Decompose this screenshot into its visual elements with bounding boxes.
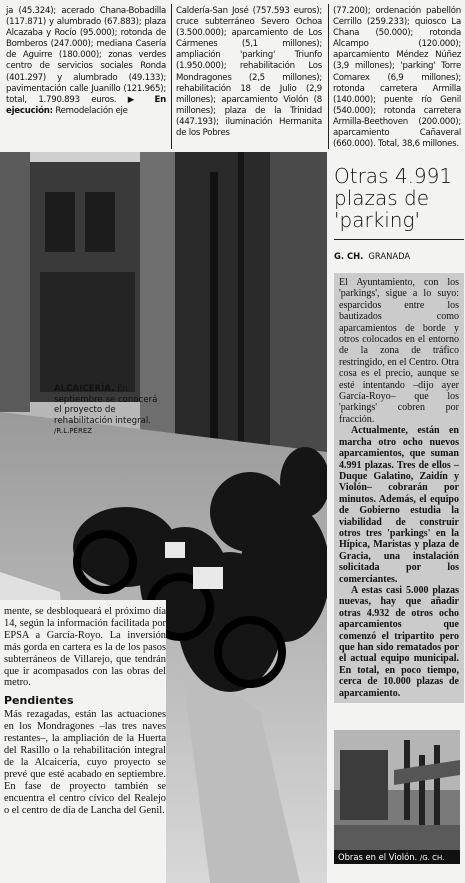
article-paragraph: mente, se desbloqueará el próximo día 14, según la información facilitada por EPSA a García-Royo. La inversión más gorda en cartera es la de los pasos subterráneos de Villarejo, que tendrán que ir acompasados con las obras del metro.	[4, 606, 166, 689]
top-column-1	[6, 6, 166, 117]
top-column-2	[176, 6, 322, 139]
article-subhead: Pendientes	[4, 694, 74, 708]
sidebar-photo-caption	[334, 850, 460, 864]
sidebar-body	[334, 273, 464, 703]
column-divider	[171, 4, 172, 149]
sidebar-photo-credit: /G. CH.	[419, 854, 445, 862]
sidebar-photo-caption-text: Obras en el Violón.	[338, 852, 418, 862]
sidebar-title: Otras 4.991 plazas de 'parking'	[334, 164, 453, 232]
sidebar-paragraph: El Ayuntamiento, con los 'parkings', sigue a lo suyo: esparcidos entre los bautizados como aparcamientos de borde y otros colocados en el entorno de la zona de tráfico restringido, en el Centro. Otra cosa es el precio, aunque se esté intentando –dijo ayer García-Royo– que los 'parkings' cobren por fracción.	[339, 277, 459, 425]
sidebar-paragraph: Actualmente, están en marcha otro ocho nuevos aparcamientos, que suman 4.991 plazas. Tres de ellos –Duque Galatino, Zaidín y Violón– cobrarán por minutos. Además, el equipo de Gobierno estudia la viabilidad de construir otros tres 'parkings' en la Hípica, Maristas y plaza de Gracia, una instalación solicitada por los comerciantes.	[339, 425, 459, 585]
photo-caption	[54, 384, 162, 437]
arrow-icon: ▶	[127, 94, 144, 105]
top-column-2-text: Caldería-San José (757.593 euros); cruce subterráneo Severo Ochoa (3.500.000); aparcamiento de Los Cármenes (5,1 millones); ampliación 'parking' Triunfo (1.950.000); rehabilitación Los Mondragones (2,5 millones); rehabilitación 18 de Julio (2,9 millones); aparcamiento Violón (8 millones); plaza de la Trinidad (447.193); iluminación Hermanita de los Pobres	[176, 6, 322, 139]
photo-credit: /R.L.PÉREZ	[54, 427, 93, 436]
byline-place: GRANADA	[368, 251, 411, 261]
top-column-3-text: (77.200); ordenación pabellón Cerrillo (259.233); quiosco La Chana (50.000); rotonda Alcampo (120.000); aparcamiento Méndez Núñez (3,9 millones); 'parking' Torre Comarex (6,9 millones); rotonda carretera Armilla (140.000); puente río Genil (540.000); rotonda carretera Armilla-Beethoven (200.000); aparcamiento Cañaveral (660.000). Total, 38,6 millones.	[333, 6, 461, 150]
top-column-1-lead: En ejecución:	[6, 94, 167, 116]
top-column-1-tail: Remodelación eje	[55, 105, 128, 116]
sidebar-byline	[334, 239, 464, 263]
top-column-1-text: ja (45.324); acerado Chana-Bobadilla (117.871) y alumbrado (67.883); plaza Alcazaba y Rocío (95.000); rotonda de Bomberos (247.000); mediana Casería de Aguirre (180.000); zonas verdes centro de servicios sociales Ronda (401.297) y alumbrado (49.133); pavimentación calle Juanillo (121.965); total, 1.790.893 euros.	[6, 6, 166, 105]
column-divider	[328, 4, 329, 149]
top-column-3	[333, 6, 461, 150]
article-paragraph: Más rezagadas, están las actuaciones en los Mondragones –las tres naves restantes–, la ampliación de la Huerta del Rasillo o la rehabilitación integral de la Alcaicería, cuyo proyecto se prevé que esté acabado en septiembre. En fase de proyecto también se encuentra el centro cívico del Realejo o el centro de día de Lancha del Genil.	[4, 709, 166, 816]
byline-author: G. CH.	[334, 251, 364, 261]
article-left-column	[0, 600, 166, 883]
sidebar-paragraph: A estas casi 5.000 plazas nuevas, hay que añadir otras 4.932 de otros ocho aparcamientos que comenzó el tripartito pero que han sido rematados por el actual equipo municipal. En total, en poco tiempo, cerca de 10.000 plazas de aparcamiento.	[339, 584, 459, 699]
construction-illustration	[334, 730, 460, 850]
sidebar-photo	[334, 730, 460, 850]
photo-caption-lead: ALCAICERÍA.	[54, 384, 115, 394]
photo-caption-text: En septiembre se conocerá el proyecto de rehabilitación integral.	[54, 384, 158, 426]
